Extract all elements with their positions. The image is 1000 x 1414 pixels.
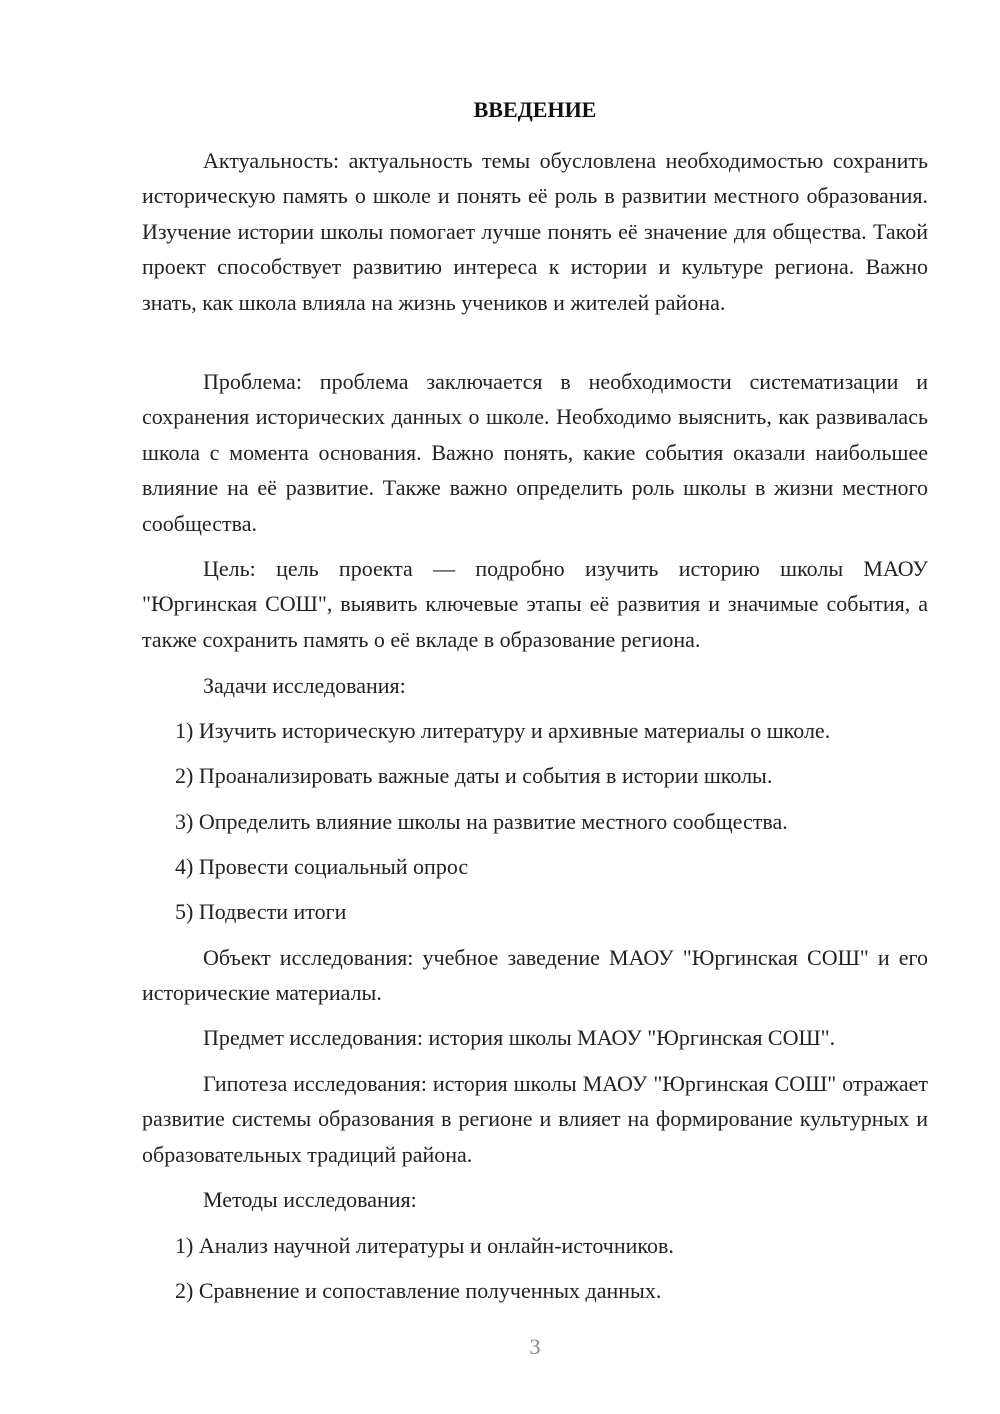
task-item-3: 3) Определить влияние школы на развитие местного сообщества. [175, 809, 788, 834]
goal-paragraph: Цель: цель проекта — подробно изучить историю школы МАОУ "Юргинская СОШ", выявить ключевые этапы её развития и значимые события, а также сохранить память о её вкладе в образование региона. [142, 556, 928, 652]
task-item-1: 1) Изучить историческую литературу и архивные материалы о школе. [175, 718, 831, 743]
task-item-2: 2) Проанализировать важные даты и события в истории школы. [175, 763, 773, 788]
object-paragraph: Объект исследования: учебное заведение МАОУ "Юргинская СОШ" и его исторические материалы. [142, 945, 928, 1006]
problem-paragraph: Проблема: проблема заключается в необходимости систематизации и сохранения исторических данных о школе. Необходимо выяснить, как развивалась школа с момента основания. Важно понять, какие события оказали наибольшее влияние на её развитие. Также важно определить роль школы в жизни местного сообщества. [142, 369, 928, 536]
task-item-5: 5) Подвести итоги [175, 899, 347, 924]
task-item-4: 4) Провести социальный опрос [175, 854, 469, 879]
page-number: 3 [529, 1334, 541, 1359]
tasks-heading: Задачи исследования: [203, 673, 406, 698]
page-title: ВВЕДЕНИЕ [473, 97, 597, 122]
relevance-paragraph: Актуальность: актуальность темы обусловлена необходимостью сохранить историческую память о школе и понять её роль в развитии местного образования. Изучение истории школы помогает лучше понять её значение для общества. Такой проект способствует развитию интереса к истории и культуре региона. Важно знать, как школа влияла на жизнь учеников и жителей района. [142, 148, 928, 315]
hypothesis-paragraph: Гипотеза исследования: история школы МАОУ "Юргинская СОШ" отражает развитие системы образования в регионе и влияет на формирование культурных и образовательных традиций района. [142, 1071, 928, 1167]
methods-heading: Методы исследования: [203, 1187, 417, 1212]
method-item-2: 2) Сравнение и сопоставление полученных данных. [175, 1278, 662, 1303]
method-item-1: 1) Анализ научной литературы и онлайн-источников. [175, 1233, 674, 1258]
subject-paragraph: Предмет исследования: история школы МАОУ "Юргинская СОШ". [203, 1025, 836, 1050]
